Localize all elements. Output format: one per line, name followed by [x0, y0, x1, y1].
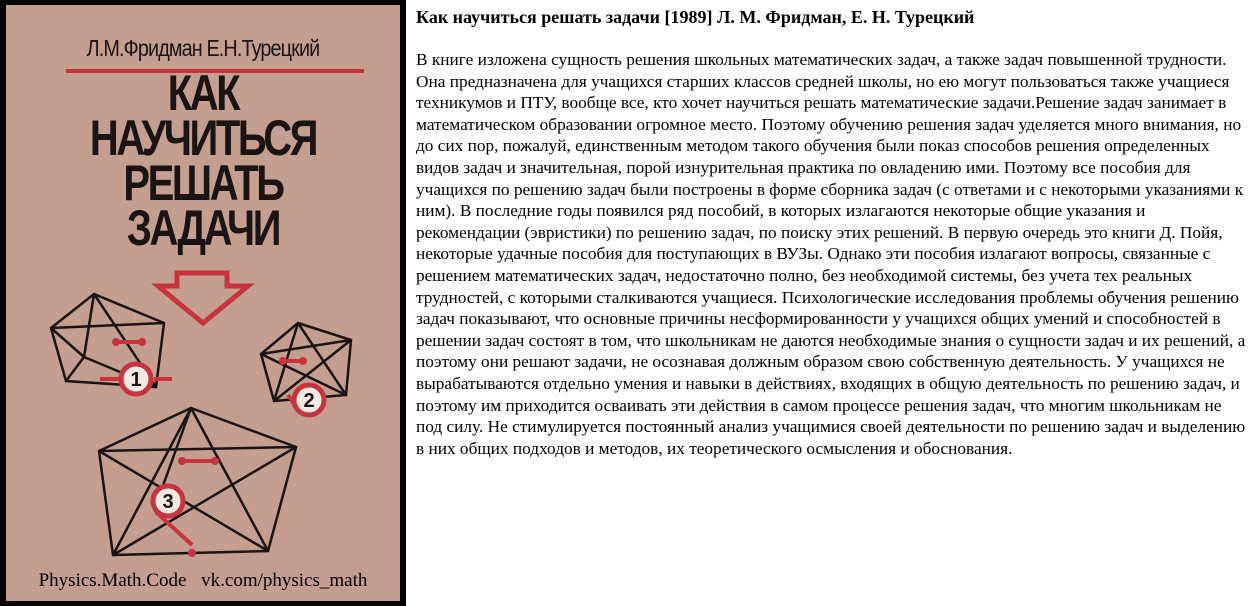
- cover-title-line-3: РЕШАТЬ: [123, 155, 283, 211]
- cover-authors: Л.М.Фридман Е.Н.Турецкий: [86, 35, 320, 61]
- figure-3-number: 3: [162, 491, 174, 513]
- cover-title-line-4: ЗАДАЧИ: [126, 200, 280, 256]
- figure-1-dot: [138, 338, 146, 346]
- book-description: В книге изложена сущность решения школьных математических задач, а также задач повышенной трудности. Она предназначена для учащихся старших классов средней школы, но ею могут пользоваться также учащиеся техникумов и ПТУ, вообще все, кто хочет научиться решать математические задачи.Решение задач занимает в математическом образовании огромное место. Поэтому обучению решения задач уделяется много внимания, но до сих пор, пожалуй, единственным методом такого обучения были показ способов решения определенных видов задач и значительная, порой изнурительная практика по овладению ими. Поэтому все пособия для учащихся по решению задач были построены в форме сборника задач (с ответами и с некоторыми указаниями к ним). В последние годы появился ряд пособий, в которых излагаются некоторые общие указания и рекомендации (эвристики) по решению задач, по поиску этих решений. В первую очередь это книги Д. Пойя, некоторые удачные пособия для поступающих в ВУЗы. Однако эти пособия излагают вопросы, связанные с решением математических задач, недостаточно полно, без необходимой системы, без учета тех реальных трудностей, с которыми сталкиваются учащиеся. Психологические исследования проблемы обучения решению задач показывают, что основные причины несформированности у учащихся общих умений и способностей в решении задач состоят в том, что школьникам не даются необходимые знания о сущности задач и их решений, а поэтому они решают задачи, не осознавая должным образом свою собственную деятельность. У учащихся не вырабатываются отдельно умения и навыки в действиях, входящих в общую деятельность по решению задач, и поэтому им приходится осваивать эти действия в самом процессе решения задач, что многим школьникам не под силу. Не стимулируется постоянный анализ учащимися своей деятельности по решению задач и выделению в них общих подходов и методов, их теоретического осмысления и обоснования.: [416, 50, 1246, 458]
- figure-3-dot: [211, 457, 219, 465]
- figure-3-pentagon: [99, 408, 296, 555]
- cover-title-line-2: НАУЧИТЬСЯ: [89, 110, 317, 166]
- watermark-right: vk.com/physics_math: [201, 570, 368, 591]
- figure-3-dot: [178, 457, 186, 465]
- watermark-left: Physics.Math.Code: [38, 570, 187, 591]
- watermark: [6, 570, 400, 592]
- figure-2-dot: [279, 357, 287, 365]
- figure-2-number: 2: [303, 390, 315, 412]
- figure-3-dot: [188, 549, 196, 557]
- book-cover-frame: [0, 0, 406, 606]
- down-arrow-icon: [158, 273, 248, 323]
- figure-1-dot: [112, 338, 120, 346]
- book-cover: [6, 5, 400, 601]
- cover-title-line-1: КАК: [167, 65, 239, 121]
- book-heading: Как научиться решать задачи [1989] Л. М. Фридман, Е. Н. Турецкий: [416, 7, 975, 27]
- book-info: [416, 6, 1246, 459]
- cover-geometry-illustration: [6, 5, 400, 601]
- figure-1-number: 1: [130, 369, 142, 391]
- figure-2-dot: [299, 357, 307, 365]
